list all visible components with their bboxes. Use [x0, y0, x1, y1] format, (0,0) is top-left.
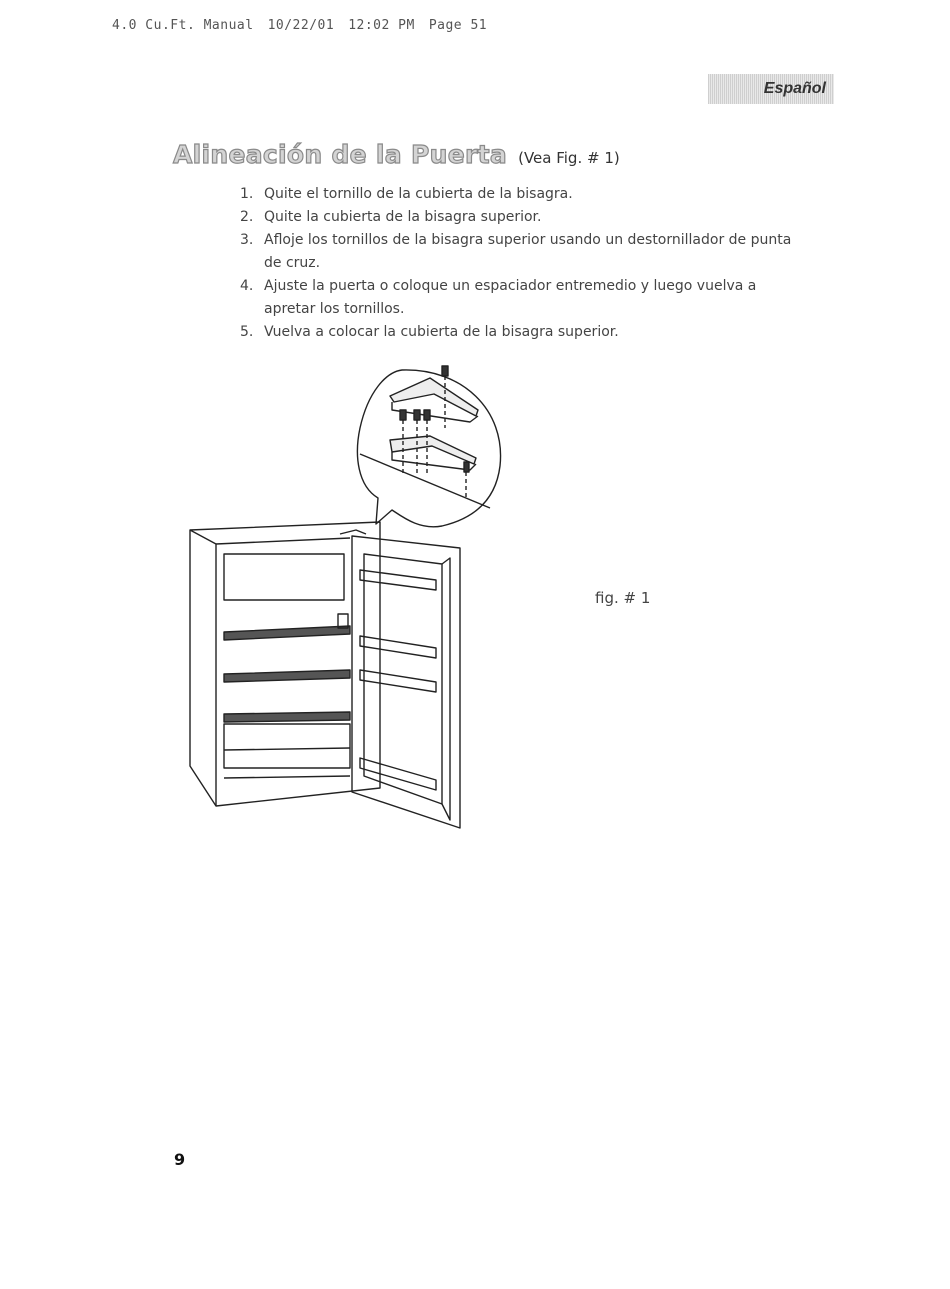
language-badge [708, 74, 834, 104]
step-text: Quite el tornillo de la cubierta de la bisagra. [264, 186, 573, 202]
section-heading [173, 140, 620, 169]
step-text: Afloje los tornillos de la bisagra superior usando un destornillador de punta de cruz. [264, 232, 792, 271]
page-number: 9 [174, 1150, 186, 1169]
step-text: Vuelva a colocar la cubierta de la bisagra superior. [264, 324, 619, 340]
steps-list [240, 183, 800, 344]
door-shelves [360, 570, 436, 790]
header-date: 10/22/01 [267, 18, 335, 33]
print-header [112, 18, 501, 33]
freezer-compartment [224, 554, 344, 600]
list-item [240, 321, 800, 344]
refrigerator-figure [180, 358, 520, 833]
step-number: 3. [240, 232, 254, 248]
list-item [240, 206, 800, 229]
list-item [240, 183, 800, 206]
step-number: 5. [240, 324, 254, 340]
language-label: Español [763, 80, 826, 97]
list-item [240, 275, 800, 321]
section-title-reference: (Vea Fig. # 1) [518, 149, 620, 167]
step-number: 2. [240, 209, 254, 225]
figure-caption: fig. # 1 [595, 589, 651, 607]
header-page-label: Page 51 [428, 18, 488, 33]
step-text: Quite la cubierta de la bisagra superior. [264, 209, 542, 225]
section-title: Alineación de la Puerta [173, 140, 507, 169]
step-number: 4. [240, 278, 254, 294]
step-text: Ajuste la puerta o coloque un espaciador entremedio y luego vuelva a apretar los tornillos. [264, 278, 757, 317]
header-file-name: 4.0 Cu.Ft. Manual [112, 18, 254, 33]
header-time: 12:02 PM [348, 18, 415, 33]
list-item [240, 229, 800, 275]
step-number: 1. [240, 186, 254, 202]
fridge-shelves [224, 626, 350, 778]
refrigerator-hinge-illustration-icon [180, 358, 520, 833]
